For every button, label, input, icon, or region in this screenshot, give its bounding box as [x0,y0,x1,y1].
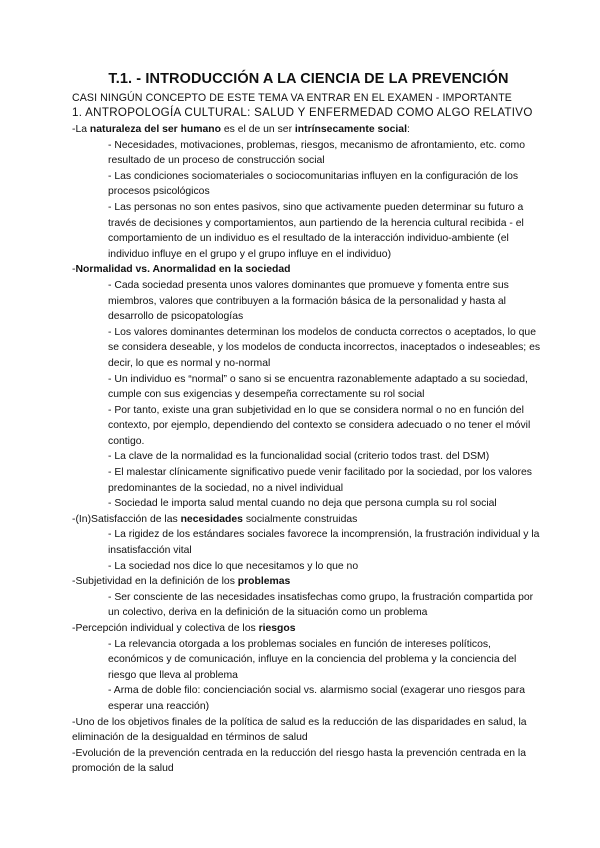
section-heading: 1. ANTROPOLOGÍA CULTURAL: SALUD Y ENFERMEDAD COMO ALGO RELATIVO [72,106,533,119]
topic-text: -Evolución de la prevención centrada en la reducción del riesgo hasta la prevención centrada en la promoción de la salud [72,747,527,775]
topic-text: -Subjetividad en la definición de los [72,576,238,588]
topic-text: - [72,264,76,276]
topic-keyword: Normalidad vs. Anormalidad en la sociedad [75,264,291,276]
topic-text: -Uno de los objetivos finales de la política de salud es la reducción de las disparidades en salud, la eliminación de la desigualdad en términos de salud [72,716,527,744]
topic-text: : [406,124,410,135]
topic-keyword: naturaleza del ser humano [89,124,221,135]
bullet-list [72,590,545,621]
topic-line [72,574,545,590]
bullet-item: - Necesidades, motivaciones, problemas, riesgos, mecanismo de afrontamiento, etc. como resultado de un proceso de construcción social [108,139,525,167]
topic-line [72,262,545,278]
bullet-item: - La rigidez de los estándares sociales favorece la incomprensión, la frustración individual y la insatisfacción vital [108,529,540,557]
topic-list [72,122,545,777]
page-title: T.1. - INTRODUCCIÓN A LA CIENCIA DE LA PREVENCIÓN [108,71,509,87]
bullet-item: - Un individuo es “normal” o sano si se encuentra razonablemente adaptado a su sociedad, cumple con sus exigencias y desempeña correctamente su rol social [108,373,528,401]
topic-keyword: necesidades [180,513,243,525]
topic-text: socialmente construidas [242,513,358,525]
topic-line [72,746,545,777]
topic-text: es el de un ser [220,124,295,135]
bullet-list [72,278,545,512]
exam-notice: CASI NINGÚN CONCEPTO DE ESTE TEMA VA ENTRAR EN EL EXAMEN - IMPORTANTE [72,92,512,104]
bullet-list [72,637,545,715]
topic-keyword: problemas [237,576,291,588]
topic-text: -Percepción individual y colectiva de los [72,623,259,634]
bullet-item: - Ser consciente de las necesidades insatisfechas como grupo, la frustración compartida por un colectivo, deriva en la definición de la situación como un problema [108,591,534,619]
bullet-item: - Sociedad le importa salud mental cuando no deja que persona cumpla su rol social [108,498,497,510]
bullet-item: - Las personas no son entes pasivos, sino que activamente pueden determinar su futuro a través de decisiones y comportamientos, aun partiendo de la herencia cultural recibida - el comportamiento de un individuo es el resultado de la interacción individuo-ambiente (el individuo influye en el grupo y el grupo influye en el individuo) [108,201,524,260]
bullet-item: - Los valores dominantes determinan los modelos de conducta correctos o aceptados, lo que se considera deseable, y los modelos de conducta incorrectos, inaceptados o indeseables; es decir, lo que es normal y no-normal [108,326,541,369]
bullet-item: - La clave de la normalidad es la funcionalidad social (criterio todos trast. del DSM) [108,451,490,463]
bullet-item: - Las condiciones sociomateriales o sociocomunitarias influyen en la configuración de los procesos psicológicos [108,170,519,198]
bullet-item: - La sociedad nos dice lo que necesitamos y lo que no [108,560,359,572]
bullet-item: - Cada sociedad presenta unos valores dominantes que promueve y fomenta entre sus miembros, valores que contribuyen a la formación básica de la personalidad y hasta al desarrollo de psicopatologías [108,279,509,323]
topic-line [72,512,545,528]
topic-keyword: riesgos [258,623,296,634]
bullet-item: - El malestar clínicamente significativo puede venir facilitado por la sociedad, por los valores predominantes de la sociedad, no a nivel individual [108,467,532,494]
topic-line [72,715,545,746]
bullet-item: - Por tanto, existe una gran subjetividad en lo que se considera normal o no en función del contexto, por ejemplo, dependiendo del contexto se considera adecuado o no tener el móvil contigo. [108,404,531,447]
bullet-list [72,138,545,263]
bullet-item: - La relevancia otorgada a los problemas sociales en función de intereses políticos, económicos y de comunicación, influye en la conciencia del problema y la conciencia del riesgo que lleva al problema [108,638,517,681]
bullet-item: - Arma de doble filo: concienciación social vs. alarmismo social (exagerar uno riesgos para esperar una reacción) [108,685,525,712]
topic-line [72,621,545,637]
topic-text: -La [72,124,90,135]
bullet-list [72,527,545,574]
topic-line [72,122,545,138]
topic-text: -(In)Satisfacción de las [72,513,181,525]
topic-keyword: intrínsecamente social [294,124,407,135]
